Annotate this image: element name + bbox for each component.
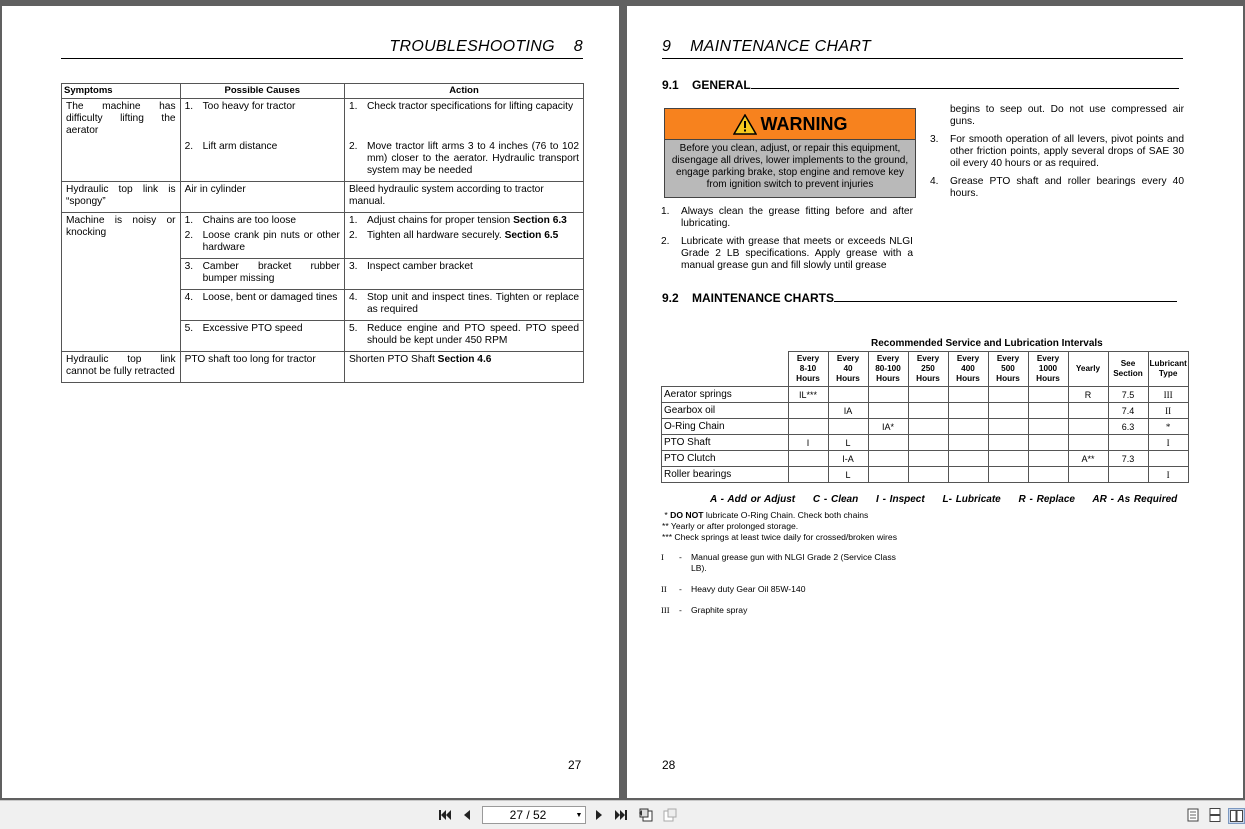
lubricant-types xyxy=(661,552,911,626)
first-page-button[interactable] xyxy=(437,808,453,822)
last-page-icon xyxy=(614,809,628,821)
table-cell xyxy=(1068,435,1108,451)
list-item: begins to seep out. Do not use compressed air guns. xyxy=(950,104,1184,127)
table-row xyxy=(662,419,1189,435)
go-forward-button[interactable] xyxy=(662,808,678,822)
col-header-interval: Every 400 Hours xyxy=(948,352,988,387)
table-row xyxy=(662,467,1189,483)
table-cell: 7.5 xyxy=(1108,387,1148,403)
go-back-icon xyxy=(638,808,654,822)
page-indicator: 27 / 52 xyxy=(509,808,547,822)
cause-cell: 3. Camber bracket rubber bumper missing xyxy=(180,259,344,290)
table-cell xyxy=(948,387,988,403)
maintenance-table xyxy=(661,351,1189,483)
item-label: O-Ring Chain xyxy=(662,419,789,435)
table-cell xyxy=(1108,435,1148,451)
warning-box xyxy=(664,108,916,198)
table-cell xyxy=(1028,387,1068,403)
table-cell: 7.4 xyxy=(1108,403,1148,419)
page-number: 27 xyxy=(568,758,582,772)
first-page-icon xyxy=(438,809,452,821)
table-cell xyxy=(908,451,948,467)
table-cell: L xyxy=(828,435,868,451)
table-cell xyxy=(948,435,988,451)
chevron-left-icon xyxy=(462,809,472,821)
col-header-interval: Lubricant Type xyxy=(1148,352,1188,387)
section-title-general: 9.1 GENERAL xyxy=(662,78,1179,92)
symptom-cell: Hydraulic top link cannot be fully retracted xyxy=(62,352,181,383)
page-28 xyxy=(627,6,1243,798)
continuous-view-button[interactable] xyxy=(1207,808,1223,822)
action-cell: 1. Check tractor specifications for lifting capacity xyxy=(344,99,583,140)
table-cell xyxy=(1028,419,1068,435)
legend-item: I - Inspect xyxy=(876,494,925,505)
legend xyxy=(710,494,1191,505)
next-page-button[interactable] xyxy=(591,808,607,822)
table-cell xyxy=(788,403,828,419)
col-header-action: Action xyxy=(344,84,583,99)
table-cell xyxy=(988,467,1028,483)
col-header-interval: Every 1000 Hours xyxy=(1028,352,1068,387)
table-cell xyxy=(828,387,868,403)
single-page-view-button[interactable] xyxy=(1185,808,1201,822)
table-cell xyxy=(1028,451,1068,467)
lubricant-item: II - Heavy duty Gear Oil 85W-140 xyxy=(661,584,806,594)
item-label: Roller bearings xyxy=(662,467,789,483)
table-cell xyxy=(948,403,988,419)
table-cell: R xyxy=(1068,387,1108,403)
table-cell: III xyxy=(1148,387,1188,403)
list-item: 1. Always clean the grease fitting before and after lubricating. xyxy=(661,206,913,229)
table-row xyxy=(62,99,584,140)
troubleshooting-table xyxy=(61,83,584,383)
general-list-right xyxy=(930,104,1184,206)
legend-item: A - Add or Adjust xyxy=(710,494,796,505)
table-row xyxy=(62,213,584,259)
action-cell: Shorten PTO Shaft Section 4.6 xyxy=(344,352,583,383)
col-header-interval: Every 80-100 Hours xyxy=(868,352,908,387)
table-cell: I xyxy=(1148,435,1188,451)
legend-item: R - Replace xyxy=(1018,494,1075,505)
go-back-button[interactable] xyxy=(638,808,654,822)
table-cell xyxy=(908,419,948,435)
page-number: 28 xyxy=(662,758,676,772)
go-forward-icon xyxy=(662,808,678,822)
col-header-symptoms: Symptoms xyxy=(62,84,181,99)
cause-cell: Air in cylinder xyxy=(180,182,344,213)
single-page-icon xyxy=(1187,808,1199,822)
header-blank xyxy=(662,352,789,387)
table-row xyxy=(62,352,584,383)
table-cell: I xyxy=(788,435,828,451)
col-header-interval: See Section xyxy=(1108,352,1148,387)
item-label: PTO Shaft xyxy=(662,435,789,451)
symptom-cell: The machine has difficulty lifting the aerator xyxy=(62,99,181,182)
section-title-maintenance-charts: 9.2 MAINTENANCE CHARTS xyxy=(662,291,1177,305)
table-row xyxy=(662,403,1189,419)
table-cell xyxy=(788,451,828,467)
table-cell xyxy=(1028,467,1068,483)
table-cell xyxy=(868,387,908,403)
col-header-interval: Every 500 Hours xyxy=(988,352,1028,387)
table-cell xyxy=(988,403,1028,419)
col-header-interval: Yearly xyxy=(1068,352,1108,387)
action-cell: 1. Adjust chains for proper tension Section 6.3 2. Tighten all hardware securely. Section 6.5 xyxy=(344,213,583,259)
table-cell xyxy=(868,403,908,419)
warning-title: WARNING xyxy=(760,113,848,134)
table-cell xyxy=(988,435,1028,451)
list-item: 4. Grease PTO shaft and roller bearings every 40 hours. xyxy=(930,176,1184,199)
table-cell: IA* xyxy=(868,419,908,435)
table-row xyxy=(662,451,1189,467)
table-row xyxy=(662,435,1189,451)
legend-item: C - Clean xyxy=(812,494,859,505)
action-cell: 3. Inspect camber bracket xyxy=(344,259,583,290)
table-cell xyxy=(868,435,908,451)
table-cell xyxy=(1068,467,1108,483)
chevron-right-icon xyxy=(594,809,604,821)
table-cell xyxy=(948,419,988,435)
table-cell: 7.3 xyxy=(1108,451,1148,467)
continuous-pages-icon xyxy=(1209,808,1221,822)
table-cell xyxy=(908,435,948,451)
table-cell xyxy=(788,467,828,483)
chart-title: Recommended Service and Lubrication Intervals xyxy=(871,338,1103,349)
table-cell xyxy=(828,419,868,435)
page-27 xyxy=(2,6,619,798)
cause-cell: 1. Chains are too loose 2. Loose crank pin nuts or other hardware xyxy=(180,213,344,259)
cause-cell: 1. Too heavy for tractor xyxy=(180,99,344,140)
cause-cell: PTO shaft too long for tractor xyxy=(180,352,344,383)
warning-triangle-icon xyxy=(733,114,757,135)
action-cell: 4. Stop unit and inspect tines. Tighten or replace as required xyxy=(344,290,583,321)
table-cell: IA xyxy=(828,403,868,419)
previous-page-button[interactable] xyxy=(459,808,475,822)
col-header-causes: Possible Causes xyxy=(180,84,344,99)
cause-cell: 5. Excessive PTO speed xyxy=(180,321,344,352)
table-cell: II xyxy=(1148,403,1188,419)
col-header-interval: Every 8-10 Hours xyxy=(788,352,828,387)
footnote: * DO NOT lubricate O-Ring Chain. Check both chains xyxy=(662,510,869,520)
facing-pages-view-button[interactable] xyxy=(1228,808,1245,824)
cause-cell: 4. Loose, bent or damaged tines xyxy=(180,290,344,321)
item-label: Gearbox oil xyxy=(662,403,789,419)
table-cell xyxy=(1148,451,1188,467)
table-cell xyxy=(1068,403,1108,419)
table-cell xyxy=(868,451,908,467)
symptom-cell: Machine is noisy or knocking xyxy=(62,213,181,352)
general-list-left xyxy=(661,206,913,278)
page-selector[interactable] xyxy=(482,806,586,824)
page-header-maintenance: 9 MAINTENANCE CHART xyxy=(662,38,1183,59)
viewer-toolbar xyxy=(0,800,1245,829)
action-cell: 5. Reduce engine and PTO speed. PTO speed should be kept under 450 RPM xyxy=(344,321,583,352)
footnote: *** Check springs at least twice daily for crossed/broken wires xyxy=(662,532,897,542)
table-cell xyxy=(948,451,988,467)
item-label: PTO Clutch xyxy=(662,451,789,467)
table-cell xyxy=(1028,435,1068,451)
table-cell xyxy=(908,403,948,419)
action-cell: 2. Move tractor lift arms 3 to 4 inches (76 to 102 mm) closer to the aerator. Hydraulic transport system may be needed xyxy=(344,139,583,182)
table-cell xyxy=(1028,403,1068,419)
chevron-down-icon: ▼ xyxy=(575,811,583,819)
table-cell: IL*** xyxy=(788,387,828,403)
table-cell xyxy=(948,467,988,483)
last-page-button[interactable] xyxy=(613,808,629,822)
item-label: Aerator springs xyxy=(662,387,789,403)
table-cell xyxy=(988,419,1028,435)
table-cell xyxy=(1108,467,1148,483)
table-cell: I-A xyxy=(828,451,868,467)
col-header-interval: Every 250 Hours xyxy=(908,352,948,387)
table-cell: A** xyxy=(1068,451,1108,467)
facing-pages-icon xyxy=(1230,810,1243,822)
list-item: 3. For smooth operation of all levers, pivot points and other friction points, apply several drops of SAE 30 oil every 40 hours or as required. xyxy=(930,134,1184,169)
table-cell: 6.3 xyxy=(1108,419,1148,435)
footnotes xyxy=(662,510,897,543)
action-cell: Bleed hydraulic system according to tractor manual. xyxy=(344,182,583,213)
legend-item: AR - As Required xyxy=(1092,494,1178,505)
table-cell: * xyxy=(1148,419,1188,435)
table-cell xyxy=(908,467,948,483)
warning-text: Before you clean, adjust, or repair this equipment, disengage all drives, lower implements to the ground, engage parking brake, stop engine and remove key from ignition switch to prevent injuries xyxy=(671,143,909,190)
table-cell: L xyxy=(828,467,868,483)
lubricant-item: I - Manual grease gun with NLGI Grade 2 (Service Class LB). xyxy=(661,552,896,573)
table-cell: I xyxy=(1148,467,1188,483)
list-item: 2. Lubricate with grease that meets or exceeds NLGI Grade 2 LB specifications. Apply grease with a manual grease gun and fill slowly until grease xyxy=(661,236,913,271)
legend-item: L- Lubricate xyxy=(942,494,1001,505)
table-cell xyxy=(988,387,1028,403)
table-cell xyxy=(908,387,948,403)
table-row xyxy=(662,387,1189,403)
table-cell xyxy=(788,419,828,435)
symptom-cell: Hydraulic top link is “spongy” xyxy=(62,182,181,213)
page-header-troubleshooting: TROUBLESHOOTING 8 xyxy=(61,38,583,59)
lubricant-item: III - Graphite spray xyxy=(661,605,748,615)
table-row xyxy=(62,182,584,213)
col-header-interval: Every 40 Hours xyxy=(828,352,868,387)
cause-cell: 2. Lift arm distance xyxy=(180,139,344,182)
table-cell xyxy=(988,451,1028,467)
footnote: ** Yearly or after prolonged storage. xyxy=(662,521,799,531)
table-cell xyxy=(868,467,908,483)
table-cell xyxy=(1068,419,1108,435)
warning-header xyxy=(665,109,915,140)
